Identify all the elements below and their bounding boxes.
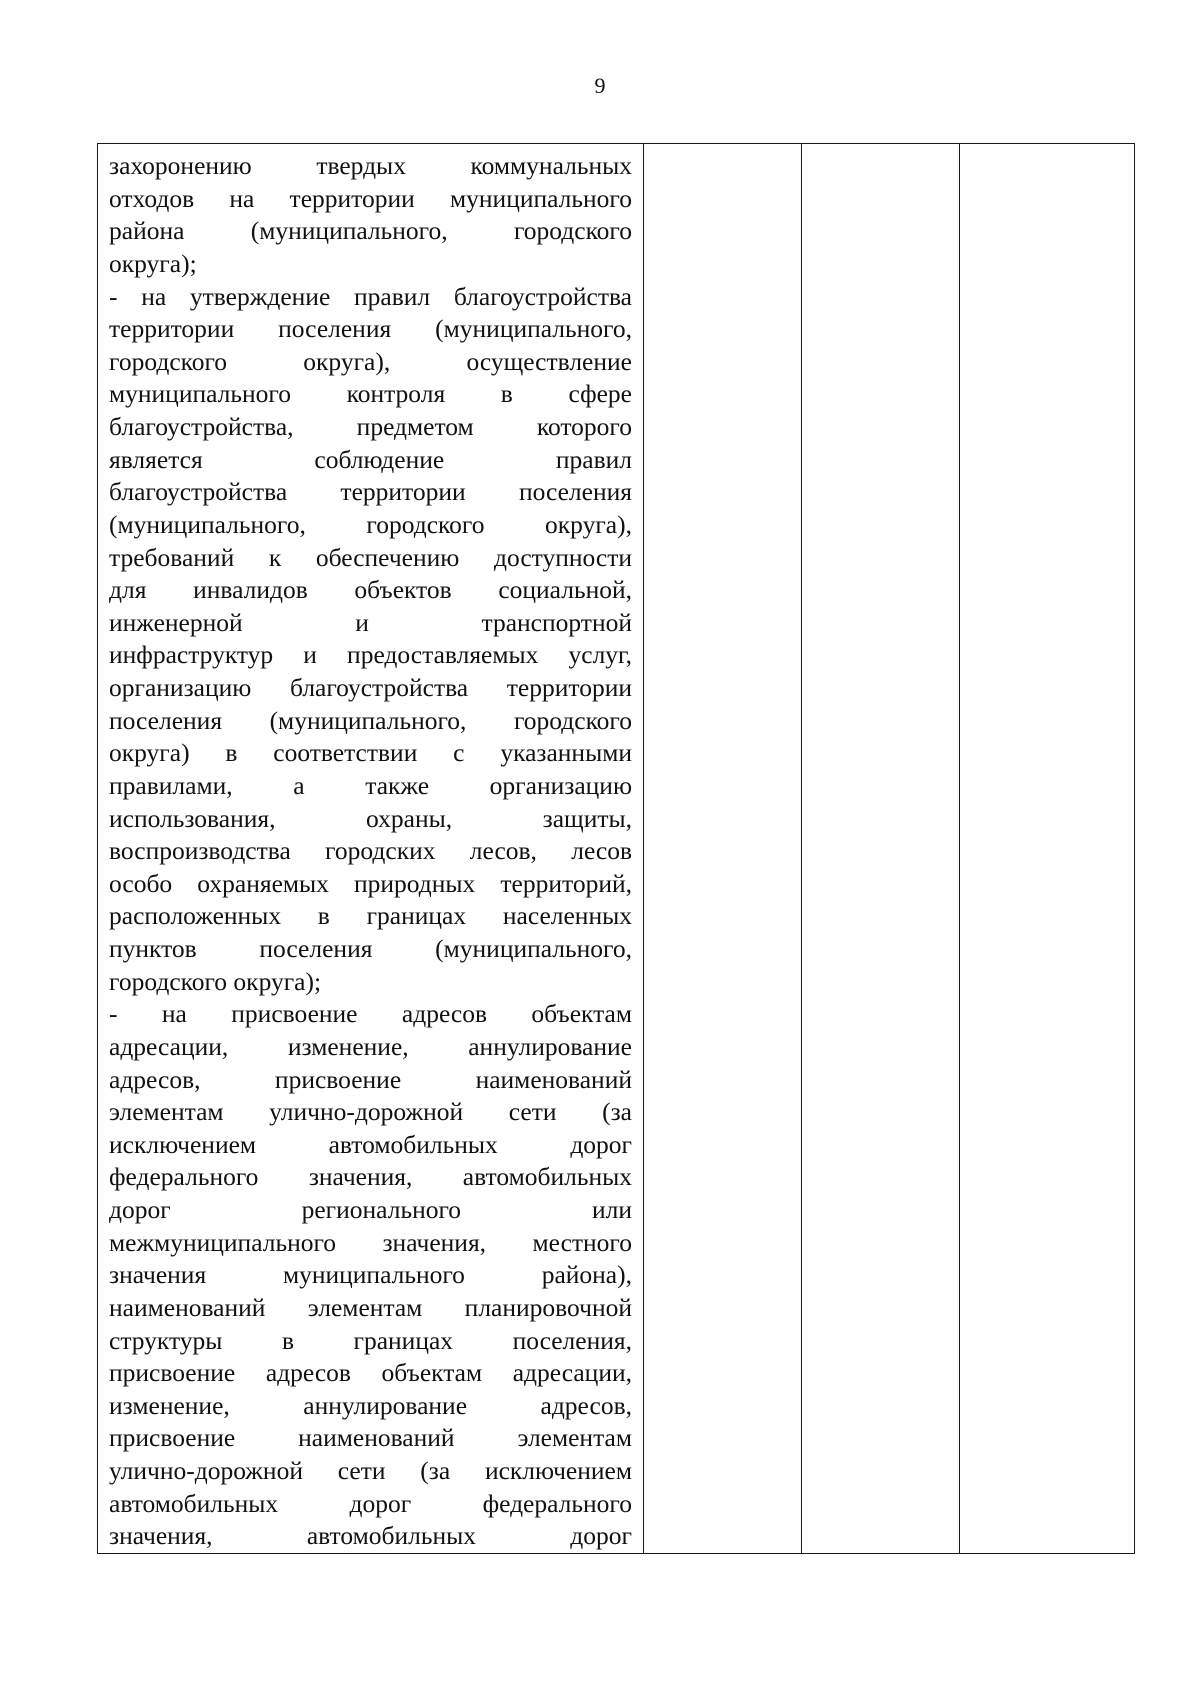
text-line: межмуниципального значения, местного (109, 1227, 632, 1257)
text-line: исключением автомобильных дорог (109, 1129, 632, 1159)
text-line: правилами, а также организацию (109, 770, 632, 800)
text-line: дорог регионального или (109, 1195, 632, 1224)
text-line: наименований элементам планировочной (109, 1292, 632, 1322)
text-line: пунктов поселения (муниципального, (109, 934, 632, 963)
text-line: присвоение адресов объектам адресации, (109, 1358, 632, 1388)
text-line: автомобильных дорог федерального (109, 1488, 632, 1518)
text-line: структуры в границах поселения, (109, 1325, 632, 1355)
text-line: инженерной и транспортной (109, 607, 632, 637)
text-line: использования, охраны, защиты, (109, 803, 632, 833)
text-line: адресов, присвоение наименований (109, 1064, 632, 1094)
text-line: района (муниципального, городского (109, 216, 632, 246)
text-line: поселения (муниципального, городского (109, 705, 632, 735)
text-line: значения, автомобильных дорог (109, 1521, 632, 1551)
table-row (98, 144, 1135, 1554)
text-line: воспроизводства городских лесов, лесов (109, 836, 632, 866)
text-line: благоустройства территории поселения (109, 477, 632, 507)
text-line: территории поселения (муниципального, (109, 314, 632, 344)
document-table (97, 143, 1135, 1554)
text-line: округа); (109, 248, 197, 278)
empty-cell-4 (960, 144, 1135, 1554)
text-line: организацию благоустройства территории (109, 673, 632, 702)
empty-cell-2 (644, 144, 802, 1554)
text-line: адресации, изменение, аннулирование (109, 1031, 632, 1061)
text-line: требований к обеспечению доступности (109, 542, 632, 572)
text-line: особо охраняемых природных территорий, (109, 868, 632, 898)
text-line: захоронению твердых коммунальных (109, 151, 632, 180)
text-line: расположенных в границах населенных (109, 901, 632, 931)
description-text (109, 150, 632, 1553)
text-line: федерального значения, автомобильных (109, 1162, 632, 1192)
text-line: значения муниципального района), (109, 1260, 632, 1290)
text-line: инфраструктур и предоставляемых услуг, (109, 640, 632, 670)
text-line: городского округа); (109, 966, 322, 996)
text-line: улично-дорожной сети (за исключением (109, 1456, 632, 1485)
text-line: для инвалидов объектов социальной, (109, 575, 632, 605)
text-line: элементам улично-дорожной сети (за (109, 1097, 632, 1127)
text-line: муниципального контроля в сфере (109, 379, 632, 409)
text-line: округа) в соответствии с указанными (109, 738, 632, 768)
description-cell (98, 144, 644, 1554)
empty-cell-3 (802, 144, 960, 1554)
text-line: изменение, аннулирование адресов, (109, 1390, 632, 1420)
text-line: является соблюдение правил (109, 444, 632, 474)
text-line: - на присвоение адресов объектам (109, 999, 632, 1029)
text-line: отходов на территории муниципального (109, 183, 632, 213)
text-line: благоустройства, предметом которого (109, 412, 632, 441)
text-line: (муниципального, городского округа), (109, 509, 632, 539)
text-line: городского округа), осуществление (109, 346, 632, 376)
text-line: присвоение наименований элементам (109, 1423, 632, 1453)
text-line: - на утверждение правил благоустройства (109, 281, 632, 311)
page-number: 9 (594, 73, 606, 98)
